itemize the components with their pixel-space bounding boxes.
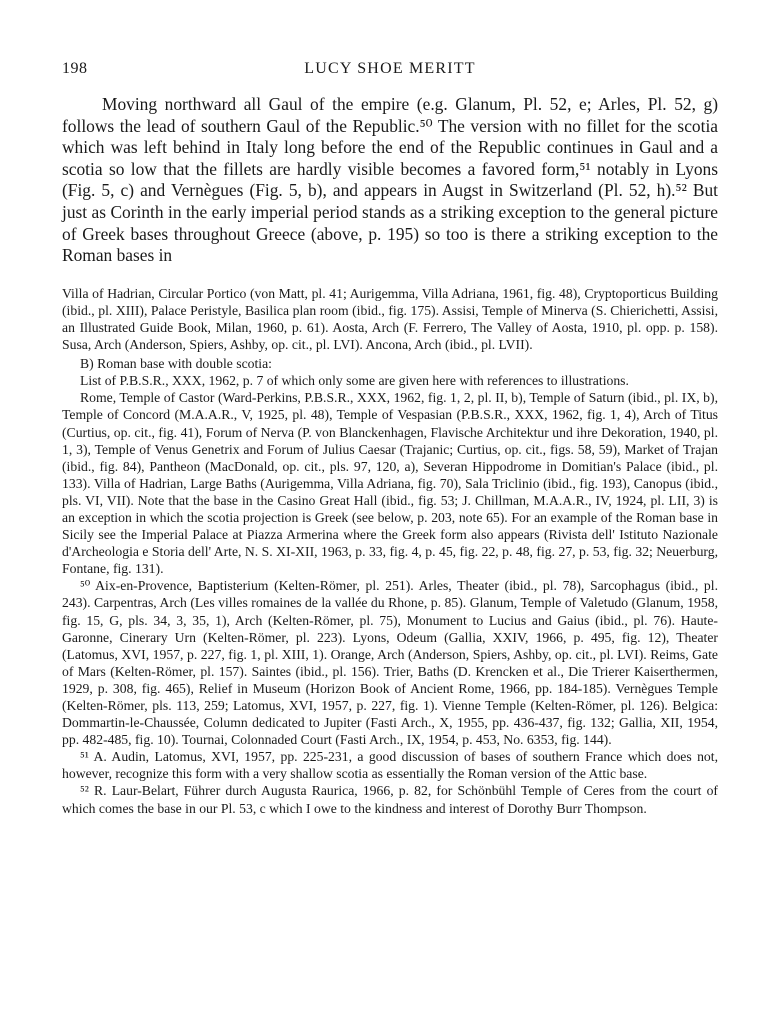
footnote-50: ⁵⁰ Aix-en-Provence, Baptisterium (Kelten-Römer, pl. 251). Arles, Theater (ibid., pl. 78), Sarcophagus (ibid., pl. 243). Carpentras, Arch (Les villes romaines de la vallée du Rhone, p. 85). Glanum, Temple of Valetudo (Glanum, 1958, fig. 15, G, pls. 34, 3, 35, 1), Arch (Kelten-Römer, pl. 75), Monument to Lucius and Gaius (ibid., pl. 76). Haute-Garonne, Cinerary Urn (Kelten-Römer, pl. 223). Lyons, Odeum (Gallia, XXIV, 1966, p. 495, fig. 12), Theater (Latomus, XVI, 1957, p. 227, fig. 1, pl. XIII, 1). Orange, Arch (Anderson, Spiers, Ashby, op. cit., pl. LVI). Reims, Gate of Mars (Kelten-Römer, pl. 157). Saintes (ibid., pl. 156). Trier, Baths (D. Krencken et al., Die Trierer Kaiserthermen, 1929, p. 308, fig. 465), Relief in Museum (Horizon Book of Ancient Rome, 1966, pp. 184-185). Vernègues Temple (Kelten-Römer, pls. 113, 259; Latomus, XVI, 1957, p. 227, fig. 1). Vienne Temple (Kelten-Römer, pl. 126). Belgica: Dommartin-le-Chaussée, Column dedicated to Jupiter (Fasti Arch., X, 1955, pp. 436-437, fig. 132; Gallia, XII, 1954, pp. 482-485, fig. 10). Tournai, Colonnaded Court (Fasti Arch., IX, 1954, p. 453, No. 6353, fig. 144). (62, 578, 718, 748)
page-header (62, 60, 718, 82)
page-number: 198 (62, 60, 88, 77)
footnote-continuation: Villa of Hadrian, Circular Portico (von Matt, pl. 41; Aurigemma, Villa Adriana, 1961, fig. 48), Cryptoporticus Building (ibid., pl. XIII), Palace Peristyle, Basilica plan room (ibid., fig. 175). Assisi, Temple of Minerva (S. Chierichetti, Assisi, an Illustrated Guide Book, Milan, 1960, p. 61). Aosta, Arch (F. Ferrero, The Valley of Aosta, 1910, pl. opp. p. 158). Susa, Arch (Anderson, Spiers, Ashby, op. cit., pl. LVI). Ancona, Arch (ibid., pl. LVII). (62, 285, 718, 353)
main-text (62, 94, 718, 267)
footnote-51: ⁵¹ A. Audin, Latomus, XVI, 1957, pp. 225-231, a good discussion of bases of southern France which does not, however, recognize this form with a very shallow scotia as essentially the Roman version of the Attic base. (62, 749, 718, 782)
body-paragraph: Moving northward all Gaul of the empire (e.g. Glanum, Pl. 52, e; Arles, Pl. 52, g) follows the lead of southern Gaul of the Republic.⁵⁰ The version with no fillet for the scotia which was left behind in Italy long before the end of the Republic continues in Gaul and a scotia so low that the fillets are hardly visible becomes a favored form,⁵¹ notably in Lyons (Fig. 5, c) and Vernègues (Fig. 5, b), and appears in Augst in Switzerland (Pl. 52, h).⁵² But just as Corinth in the early imperial period stands as a striking exception to the general picture of Greek bases throughout Greece (above, p. 195) so too is there a striking exception to the Roman bases in (62, 94, 718, 266)
footnote-52: ⁵² R. Laur-Belart, Führer durch Augusta Raurica, 1966, p. 82, for Schönbühl Temple of Ceres from the court of which comes the base in our Pl. 53, c which I owe to the kindness and interest of Dorothy Burr Thompson. (62, 783, 718, 816)
rome-list: Rome, Temple of Castor (Ward-Perkins, P.B.S.R., XXX, 1962, fig. 1, 2, pl. II, b), Temple of Saturn (ibid., pl. IX, b), Temple of Concord (M.A.A.R., V, 1925, pl. 48), Temple of Vespasian (P.B.S.R., XXX, 1962, fig. 1, 4), Arch of Titus (Curtius, op. cit., fig. 41), Forum of Nerva (P. von Blanckenhagen, Flavische Architektur und ihre Dekoration, 1940, pl. 1, 3), Temple of Venus Genetrix and Forum of Julius Caesar (Trajanic; Curtius, op. cit., figs. 58, 59), Market of Trajan (ibid., fig. 84), Pantheon (MacDonald, op. cit., pls. 97, 120, a), Severan Hippodrome in Domitian's Palace (ibid., pl. 133). Villa of Hadrian, Large Baths (Aurigemma, Villa Adriana, fig. 70), Sala Triclinio (ibid., fig. 193), Canopus (ibid., pls. VI, VII). Note that the base in the Casino Great Hall (ibid., fig. 53; J. Chillman, M.A.A.R., IV, 1924, pl. LII, 3) is an exception in which the scotia projection is Greek (see below, p. 203, note 65). For an example of the Roman base in Sicily see the Imperial Palace at Piazza Armerina where the Greek form also appears (Rivista dell' Istituto Nazionale d'Archeologia e Storia dell' Arte, N. S. XI-XII, 1963, p. 33, fig. 4, p. 45, fig. 22, p. 48, fig. 27, p. 53, fig. 32; Neuerburg, Fontane, fig. 131). (62, 390, 718, 577)
list-intro: List of P.B.S.R., XXX, 1962, p. 7 of which only some are given here with references to illustrations. (80, 373, 629, 389)
running-head: LUCY SHOE MERITT (304, 60, 476, 77)
footnotes (62, 285, 718, 817)
section-heading-b: B) Roman base with double scotia: (80, 356, 272, 372)
